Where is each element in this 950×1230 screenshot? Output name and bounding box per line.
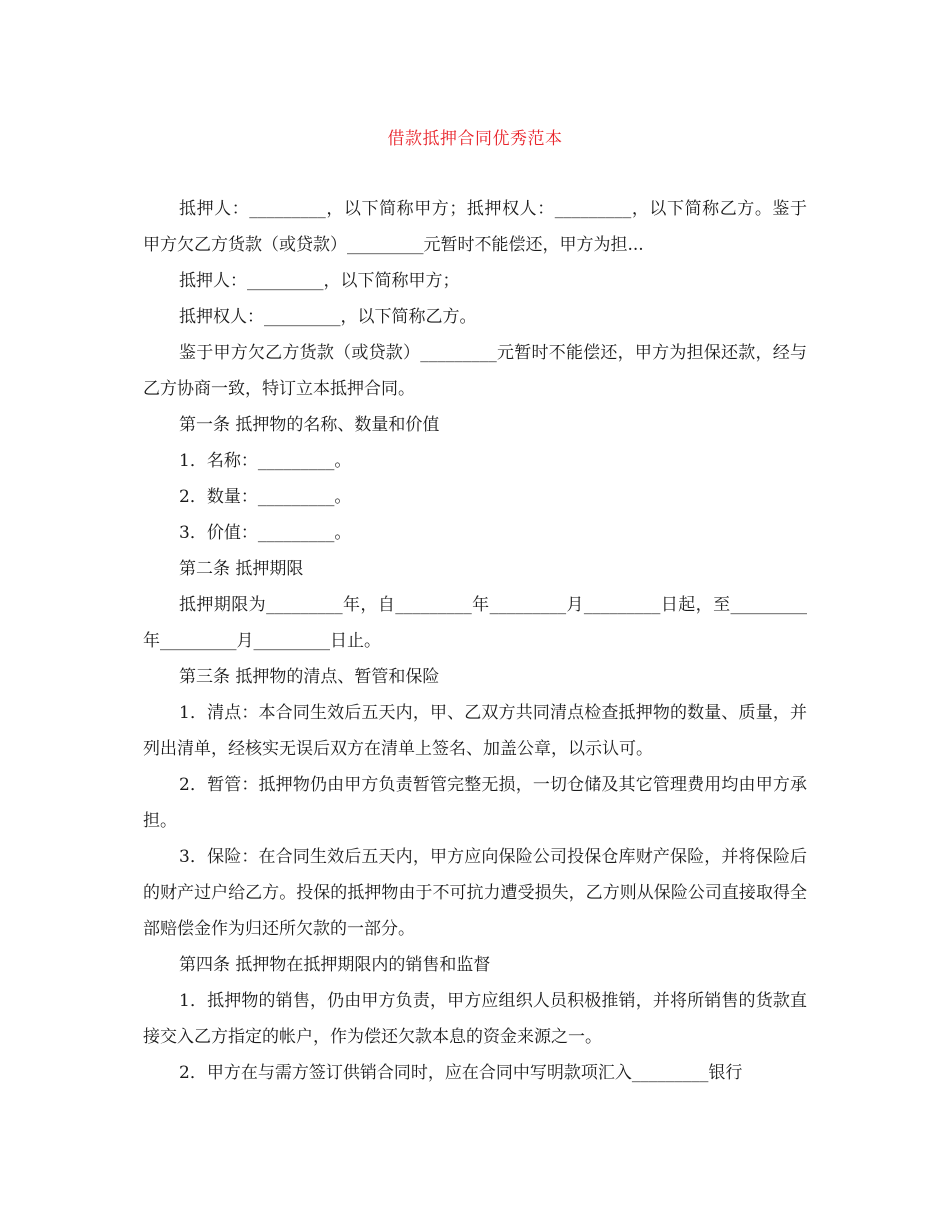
article-3-item-inventory: 1．清点：本合同生效后五天内，甲、乙双方共同清点检查抵押物的数量、质量，并列出清单，经核实无误后双方在清单上签名、加盖公章，以示认可。 <box>143 703 807 759</box>
article-1-heading: 第一条 抵押物的名称、数量和价值 <box>179 415 440 435</box>
document-body <box>143 191 807 1091</box>
article-1-item-value: 3．价值：_________。 <box>179 523 352 543</box>
article-4-item-sales: 1．抵押物的销售，仍由甲方负责，甲方应组织人员积极推销，并将所销售的货款直接交入乙方指定的帐户，作为偿还欠款本息的资金来源之一。 <box>143 991 807 1047</box>
article-4-heading: 第四条 抵押物在抵押期限内的销售和监督 <box>179 955 491 975</box>
paragraph-preamble: 鉴于甲方欠乙方货款（或贷款）_________元暂时不能偿还，甲方为担保还款，经与乙方协商一致，特订立本抵押合同。 <box>143 343 807 399</box>
document-title: 借款抵押合同优秀范本 <box>387 129 563 149</box>
article-2-heading: 第二条 抵押期限 <box>179 559 304 579</box>
article-1-item-quantity: 2．数量：_________。 <box>179 487 352 507</box>
article-4-item-contract: 2．甲方在与需方签订供销合同时，应在合同中写明款项汇入_________银行 <box>179 1063 743 1083</box>
paragraph-intro-summary: 抵押人：_________，以下简称甲方；抵押权人：_________，以下简称乙方。鉴于甲方欠乙方货款（或贷款）_________元暂时不能偿还，甲方为担... <box>143 199 807 255</box>
article-2-term: 抵押期限为_________年，自_________年_________月_________日起，至_________年_________月_________日止。 <box>143 595 807 651</box>
article-3-heading: 第三条 抵押物的清点、暂管和保险 <box>179 667 440 687</box>
article-1-item-name: 1．名称：_________。 <box>179 451 352 471</box>
article-3-item-custody: 2．暂管：抵押物仍由甲方负责暂管完整无损，一切仓储及其它管理费用均由甲方承担。 <box>143 775 807 831</box>
article-3-item-insurance: 3．保险：在合同生效后五天内，甲方应向保险公司投保仓库财产保险，并将保险后的财产过户给乙方。投保的抵押物由于不可抗力遭受损失，乙方则从保险公司直接取得全部赔偿金作为归还所欠款的一部分。 <box>143 847 807 939</box>
paragraph-mortgagee: 抵押权人：_________，以下简称乙方。 <box>179 307 477 327</box>
paragraph-mortgagor: 抵押人：_________，以下简称甲方； <box>179 271 460 291</box>
